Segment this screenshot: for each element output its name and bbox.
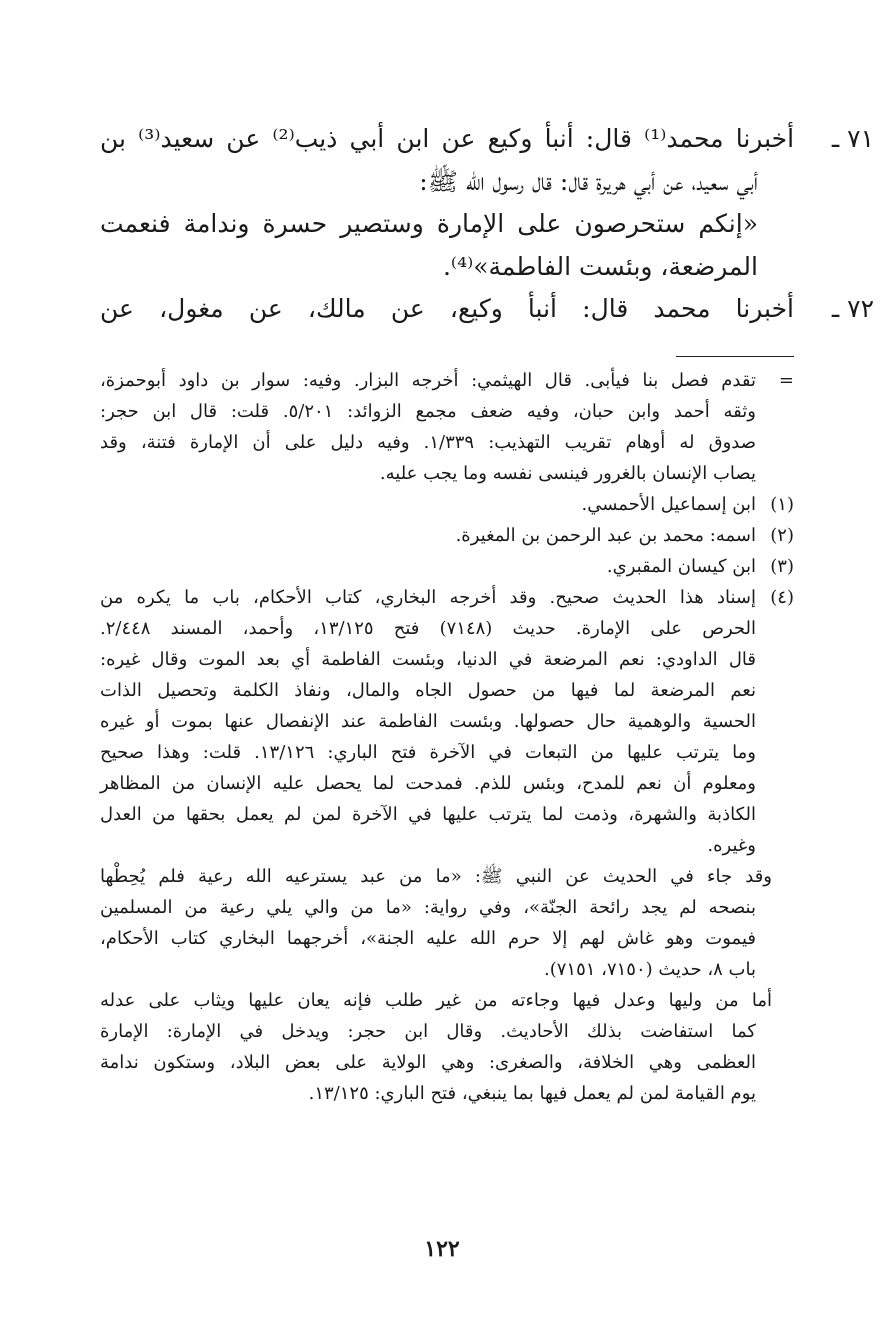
footnote-text: ابن كيسان المقبري. [606, 556, 756, 577]
footnote-line [100, 365, 794, 396]
page-number: ١٢٢ [424, 1236, 460, 1262]
footnote-text: الحسية والوهمية حال حصولها. وبئست الفاطمة عند الإنفصال عنها بموت أو غيره [100, 711, 756, 732]
footnote-text: قال الداودي: نعم المرضعة في الدنيا، وبئست الفاطمة أي بعد الموت وقال غيره: [100, 649, 756, 670]
footnote-text: وغيره. [707, 835, 756, 856]
footnote-text: إسناد هذا الحديث صحيح. وقد أخرجه البخاري، كتاب الأحكام، باب ما يكره من [100, 587, 756, 608]
hadith-main-text [100, 118, 874, 331]
main-line-text: أبي سعيد، عن أبي هريرة قال: قال رسول الله ﷺ: [419, 166, 758, 196]
footnote-line [100, 768, 794, 799]
footnote-line [100, 582, 794, 613]
footnote-text: بنصحه لم يجد رائحة الجنّة»، وفي رواية: «ما من والي يلي رعية من المسلمين [100, 897, 756, 918]
footnote-line [100, 644, 794, 675]
footnote-line [100, 1078, 794, 1109]
footnote-text: صدوق له أوهام تقريب التهذيب: ١/٣٣٩. وفيه دليل على أن الإمارة فتنة، وقد [100, 432, 757, 453]
main-line-3 [100, 203, 794, 246]
main-line-text: المرضعة، وبئست الفاطمة»⁽⁴⁾. [442, 251, 758, 281]
footnote-line [100, 613, 794, 644]
footnote-line [100, 830, 794, 861]
footnote-text: كما استفاضت بذلك الأحاديث. وقال ابن حجر: ويدخل في الإمارة: الإمارة [100, 1021, 756, 1042]
main-line-2 [100, 161, 794, 204]
footnote-line [100, 396, 794, 427]
footnote-text: فيموت وهو غاش لهم إلا حرم الله عليه الجنة»، أخرجهما البخاري كتاب الأحكام، [100, 928, 756, 949]
footnote-text: الحرص على الإمارة. حديث (٧١٤٨) فتح ١٣/١٢٥، وأحمد، المسند ٢/٤٤٨. [100, 618, 757, 639]
footnote-line [100, 923, 794, 954]
footnote-text: ومعلوم أن نعم للمدح، وبئس للذم. فمدحت لما يحصل عليه الإنسان من المظاهر [100, 773, 756, 794]
footnote-line [100, 985, 794, 1016]
main-line-1 [100, 118, 874, 161]
footnote-line [100, 520, 794, 551]
footnotes [100, 365, 794, 1109]
footnote-line [100, 892, 794, 923]
main-line-text: «إنكم ستحرصون على الإمارة وستصير حسرة وندامة فنعمت [100, 209, 758, 238]
footnote-text: وما يترتب عليها من التبعات في الآخرة فتح الباري: ١٣/١٢٦. قلت: وهذا صحيح [100, 742, 756, 763]
footnote-line [100, 799, 794, 830]
footnote-text: العظمى وهي الخلافة، والصغرى: وهي الولاية على بعض البلاد، وستكون ندامة [100, 1052, 756, 1073]
main-line-5 [100, 288, 874, 331]
footnote-text: باب ٨، حديث (٧١٥٠، ٧١٥١). [543, 959, 756, 980]
main-line-text: أخبرنا محمد⁽¹⁾ قال: أنبأ وكيع عن ابن أبي ذيب⁽²⁾ عن سعيد⁽³⁾ بن [100, 124, 795, 153]
footnote-line [100, 458, 794, 489]
hadith-number-71: ٧١ ـ [831, 124, 874, 153]
footnote-text: اسمه: محمد بن عبد الرحمن بن المغيرة. [455, 525, 756, 546]
footnote-line [100, 489, 794, 520]
footnote-line [100, 737, 794, 768]
footnote-label: (٤) [770, 587, 794, 608]
footnote-label: (٣) [770, 556, 794, 577]
footnote-label: (٢) [770, 525, 794, 546]
footnote-line [100, 1047, 794, 1078]
footnote-text: تقدم فصل بنا فيأبى. قال الهيثمي: أخرجه البزار. وفيه: سوار بن داود أبوحمزة، [100, 370, 756, 391]
footnote-line [100, 551, 794, 582]
footnote-line [100, 427, 794, 458]
footnote-text: أما من وليها وعدل فيها وجاءته من غير طلب فإنه يعان عليها ويثاب على عدله [100, 990, 772, 1011]
footnote-text: يوم القيامة لمن لم يعمل فيها بما ينبغي، فتح الباري: ١٣/١٢٥. [308, 1083, 756, 1104]
footnote-text: وقد جاء في الحديث عن النبي ﷺ: «ما من عبد يسترعيه الله رعية فلم يُحِطْها [100, 866, 772, 887]
footnote-text: يصاب الإنسان بالغرور فينسى نفسه وما يجب عليه. [379, 463, 756, 484]
footnote-line [100, 861, 794, 892]
footnote-text: ابن إسماعيل الأحمسي. [581, 494, 756, 515]
hadith-number-72: ٧٢ ـ [831, 294, 874, 323]
footnote-line [100, 675, 794, 706]
footnote-line [100, 706, 794, 737]
footnote-text: نعم المرضعة لما فيها من حصول الجاه والمال، ونفاذ الكلمة وتحصيل الذات [100, 680, 756, 701]
main-line-4 [100, 246, 794, 289]
footnote-text: وثقه أحمد وابن حبان، وفيه ضعف مجمع الزوائد: ٥/٢٠١. قلت: قال ابن حجر: [100, 401, 756, 422]
footnote-separator [676, 356, 794, 357]
footnote-line [100, 954, 794, 985]
main-line-text: أخبرنا محمد قال: أنبأ وكيع، عن مالك، عن مغول، عن [100, 294, 794, 323]
footnote-label: (١) [770, 494, 794, 515]
footnote-label: = [778, 370, 794, 391]
footnote-line [100, 1016, 794, 1047]
footnote-text: الكاذبة والشهرة، وذمت لما يترتب عليها في الآخرة لمن لم يعمل بحقها من العدل [100, 804, 756, 825]
